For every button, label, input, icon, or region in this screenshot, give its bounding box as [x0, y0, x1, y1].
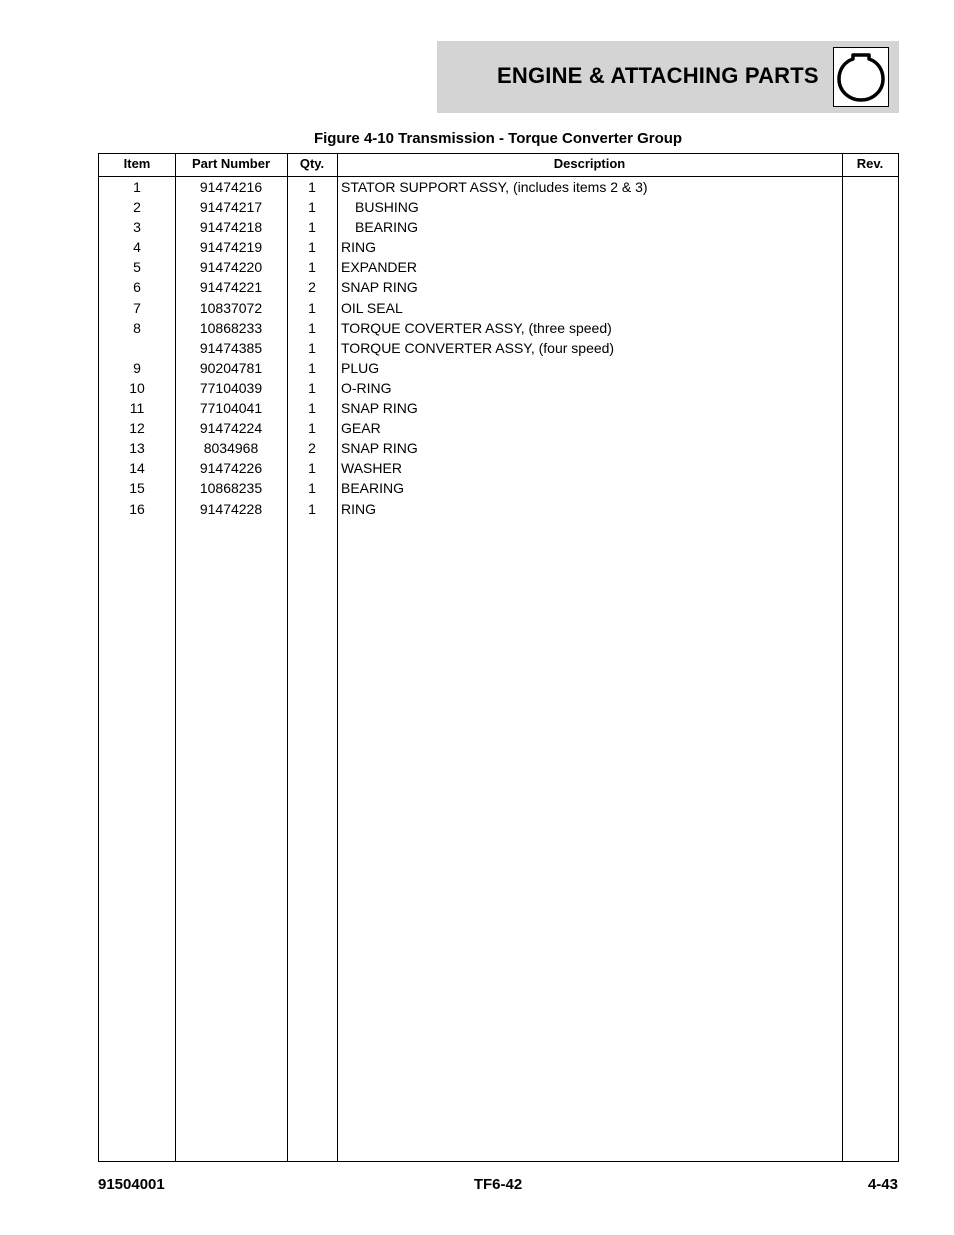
table-row — [99, 197, 898, 217]
description-cell: WASHER — [341, 460, 402, 477]
column-header-part-number: Part Number — [191, 156, 271, 171]
engine-icon-box — [833, 47, 889, 107]
part-number-cell: 91474217 — [199, 199, 263, 216]
description-cell: RING — [341, 500, 376, 517]
footer-section-code: TF6-42 — [473, 1176, 523, 1193]
item-cell: 16 — [129, 500, 145, 517]
qty-cell: 1 — [308, 219, 316, 236]
table-row — [99, 458, 898, 478]
section-title: ENGINE & ATTACHING PARTS — [497, 63, 819, 88]
table-row — [99, 478, 898, 498]
figure-title: Figure 4-10 Transmission - Torque Converter Group — [313, 130, 683, 147]
description-cell: GEAR — [341, 420, 381, 437]
footer-page-number: 4-43 — [867, 1176, 898, 1193]
description-cell: BUSHING — [355, 199, 419, 216]
qty-cell: 1 — [308, 339, 316, 356]
item-cell: 3 — [133, 219, 141, 236]
table-row — [99, 277, 898, 297]
description-cell: EXPANDER — [341, 259, 417, 276]
description-cell: SNAP RING — [341, 440, 418, 457]
description-cell: OIL SEAL — [341, 299, 403, 316]
table-row — [99, 358, 898, 378]
qty-cell: 1 — [308, 500, 316, 517]
qty-cell: 1 — [308, 239, 316, 256]
part-number-cell: 91474224 — [199, 420, 263, 437]
table-row — [99, 418, 898, 438]
column-header-description: Description — [553, 156, 626, 171]
part-number-cell: 91474219 — [199, 239, 263, 256]
part-number-cell: 91474221 — [199, 279, 263, 296]
description-cell: BEARING — [341, 480, 405, 497]
column-header-rev: Rev. — [856, 156, 884, 171]
item-cell: 9 — [133, 359, 141, 376]
part-number-cell: 77104041 — [199, 400, 263, 417]
qty-cell: 1 — [308, 379, 316, 396]
parts-table — [98, 153, 899, 1162]
qty-cell: 1 — [308, 259, 316, 276]
qty-cell: 1 — [308, 420, 316, 437]
description-cell: SNAP RING — [341, 400, 418, 417]
item-cell: 12 — [129, 420, 145, 437]
description-cell: PLUG — [341, 359, 380, 376]
table-row — [99, 217, 898, 237]
part-number-cell: 90204781 — [199, 359, 263, 376]
item-cell: 10 — [129, 379, 145, 396]
qty-cell: 1 — [308, 400, 316, 417]
item-cell: 8 — [133, 319, 141, 336]
item-cell: 14 — [129, 460, 145, 477]
description-cell: BEARING — [355, 219, 419, 236]
footer-document-number: 91504001 — [98, 1176, 165, 1193]
part-number-cell: 91474216 — [199, 179, 263, 195]
description-cell: TORQUE CONVERTER ASSY, (four speed) — [341, 339, 615, 356]
qty-cell: 1 — [308, 319, 316, 336]
item-cell: 2 — [133, 199, 141, 216]
part-number-cell: 91474226 — [199, 460, 263, 477]
description-cell: STATOR SUPPORT ASSY, (includes items 2 & 3) — [341, 179, 648, 195]
qty-cell: 1 — [308, 179, 316, 195]
part-number-cell: 10868233 — [199, 319, 263, 336]
item-cell: 5 — [133, 259, 141, 276]
table-row — [99, 499, 898, 519]
description-cell: RING — [341, 239, 376, 256]
item-cell: 4 — [133, 239, 141, 256]
table-row — [99, 398, 898, 418]
qty-cell: 1 — [308, 480, 316, 497]
table-body — [99, 177, 898, 519]
part-number-cell: 91474220 — [199, 259, 263, 276]
part-number-cell: 10868235 — [199, 480, 263, 497]
part-number-cell: 91474385 — [199, 339, 263, 356]
table-row — [99, 438, 898, 458]
table-row — [99, 177, 898, 197]
part-number-cell: 10837072 — [199, 299, 263, 316]
qty-cell: 2 — [308, 279, 316, 296]
qty-cell: 2 — [308, 440, 316, 457]
column-header-item: Item — [123, 156, 151, 171]
qty-cell: 1 — [308, 460, 316, 477]
qty-cell: 1 — [308, 199, 316, 216]
table-row — [99, 318, 898, 338]
description-cell: SNAP RING — [341, 279, 418, 296]
item-cell: 13 — [129, 440, 145, 457]
part-number-cell: 91474218 — [199, 219, 263, 236]
item-cell: 1 — [133, 179, 141, 195]
description-cell: O-RING — [341, 379, 392, 396]
table-row — [99, 338, 898, 358]
item-cell: 11 — [129, 400, 145, 417]
qty-cell: 1 — [308, 359, 316, 376]
part-number-cell: 77104039 — [199, 379, 263, 396]
qty-cell: 1 — [308, 299, 316, 316]
engine-icon — [836, 50, 886, 104]
table-row — [99, 378, 898, 398]
table-row — [99, 298, 898, 318]
item-cell: 7 — [133, 299, 141, 316]
column-header-qty: Qty. — [299, 156, 325, 171]
table-row — [99, 237, 898, 257]
part-number-cell: 91474228 — [199, 500, 263, 517]
section-header — [437, 41, 899, 113]
part-number-cell: 8034968 — [203, 440, 259, 457]
description-cell: TORQUE COVERTER ASSY, (three speed) — [341, 319, 612, 336]
table-row — [99, 257, 898, 277]
item-cell: 15 — [129, 480, 145, 497]
item-cell: 6 — [133, 279, 141, 296]
